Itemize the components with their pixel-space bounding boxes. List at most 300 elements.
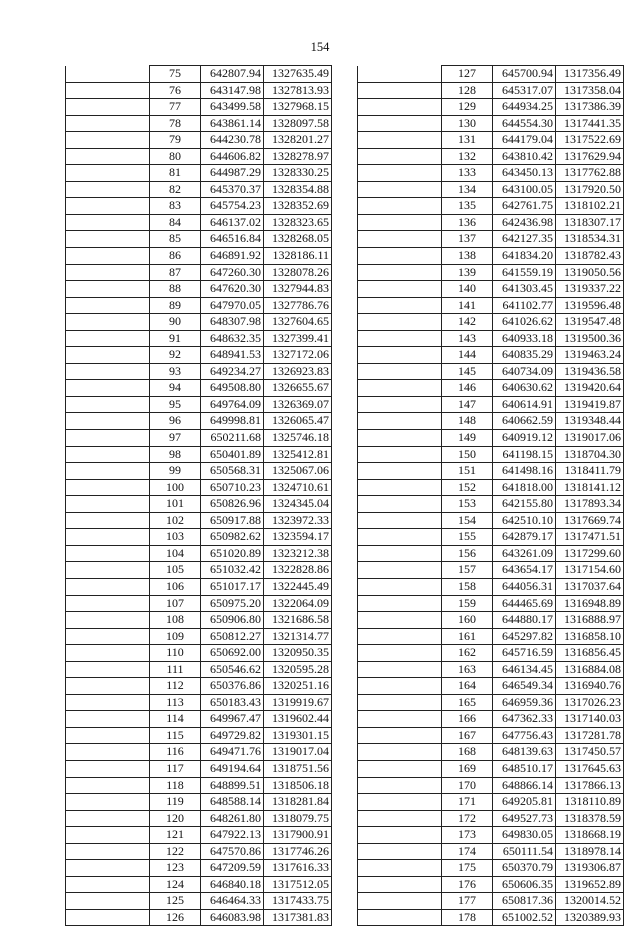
x-coordinate-cell: 647620.30 [201, 281, 264, 298]
point-number-cell: 178 [442, 909, 493, 926]
table-row [358, 115, 624, 132]
table-row [66, 82, 332, 99]
x-coordinate-cell: 644465.69 [493, 595, 556, 612]
point-number-cell: 126 [150, 909, 201, 926]
table-row [358, 99, 624, 116]
point-number-cell: 111 [150, 661, 201, 678]
x-coordinate-cell: 649764.09 [201, 396, 264, 413]
table-row [358, 760, 624, 777]
x-coordinate-cell: 650111.54 [493, 843, 556, 860]
point-number-cell: 158 [442, 578, 493, 595]
point-number-cell: 104 [150, 545, 201, 562]
y-coordinate-cell: 1318668.19 [556, 827, 624, 844]
table-row [358, 148, 624, 165]
y-coordinate-cell: 1319017.04 [264, 744, 332, 761]
x-coordinate-cell: 646840.18 [201, 876, 264, 893]
y-coordinate-cell: 1317866.13 [556, 777, 624, 794]
x-coordinate-cell: 641834.20 [493, 248, 556, 265]
x-coordinate-cell: 646464.33 [201, 893, 264, 910]
blank-cell [66, 214, 150, 231]
x-coordinate-cell: 649194.64 [201, 760, 264, 777]
point-number-cell: 116 [150, 744, 201, 761]
x-coordinate-cell: 642127.35 [493, 231, 556, 248]
y-coordinate-cell: 1328078.26 [264, 264, 332, 281]
x-coordinate-cell: 650817.36 [493, 893, 556, 910]
point-number-cell: 118 [150, 777, 201, 794]
blank-cell [358, 115, 442, 132]
table-row [66, 545, 332, 562]
x-coordinate-cell: 646959.36 [493, 694, 556, 711]
x-coordinate-cell: 651017.17 [201, 578, 264, 595]
point-number-cell: 124 [150, 876, 201, 893]
y-coordinate-cell: 1317386.39 [556, 99, 624, 116]
x-coordinate-cell: 650692.00 [201, 645, 264, 662]
x-coordinate-cell: 649967.47 [201, 711, 264, 728]
point-number-cell: 87 [150, 264, 201, 281]
point-number-cell: 136 [442, 214, 493, 231]
point-number-cell: 155 [442, 529, 493, 546]
blank-cell [358, 363, 442, 380]
point-number-cell: 122 [150, 843, 201, 860]
point-number-cell: 156 [442, 545, 493, 562]
x-coordinate-cell: 640835.29 [493, 347, 556, 364]
x-coordinate-cell: 647209.59 [201, 860, 264, 877]
x-coordinate-cell: 647922.13 [201, 827, 264, 844]
x-coordinate-cell: 650710.23 [201, 479, 264, 496]
point-number-cell: 114 [150, 711, 201, 728]
point-number-cell: 131 [442, 132, 493, 149]
x-coordinate-cell: 643261.09 [493, 545, 556, 562]
y-coordinate-cell: 1320014.52 [556, 893, 624, 910]
x-coordinate-cell: 650546.62 [201, 661, 264, 678]
x-coordinate-cell: 648510.17 [493, 760, 556, 777]
point-number-cell: 120 [150, 810, 201, 827]
x-coordinate-cell: 649508.80 [201, 380, 264, 397]
table-row [358, 82, 624, 99]
blank-cell [66, 198, 150, 215]
y-coordinate-cell: 1318411.79 [556, 463, 624, 480]
blank-cell [66, 711, 150, 728]
blank-cell [358, 876, 442, 893]
x-coordinate-cell: 650826.96 [201, 496, 264, 513]
x-coordinate-cell: 643499.58 [201, 99, 264, 116]
x-coordinate-cell: 650401.89 [201, 446, 264, 463]
point-number-cell: 171 [442, 794, 493, 811]
blank-cell [66, 744, 150, 761]
table-row [66, 496, 332, 513]
blank-cell [66, 661, 150, 678]
x-coordinate-cell: 644554.30 [493, 115, 556, 132]
y-coordinate-cell: 1323594.17 [264, 529, 332, 546]
x-coordinate-cell: 649527.73 [493, 810, 556, 827]
table-row [66, 612, 332, 629]
blank-cell [358, 248, 442, 265]
point-number-cell: 167 [442, 727, 493, 744]
point-number-cell: 168 [442, 744, 493, 761]
table-row [358, 876, 624, 893]
y-coordinate-cell: 1322445.49 [264, 578, 332, 595]
y-coordinate-cell: 1317616.33 [264, 860, 332, 877]
x-coordinate-cell: 645700.94 [493, 66, 556, 83]
y-coordinate-cell: 1321314.77 [264, 628, 332, 645]
x-coordinate-cell: 648588.14 [201, 794, 264, 811]
blank-cell [358, 181, 442, 198]
blank-cell [66, 694, 150, 711]
point-number-cell: 81 [150, 165, 201, 182]
table-row [358, 314, 624, 331]
table-row [66, 512, 332, 529]
blank-cell [358, 661, 442, 678]
blank-cell [66, 297, 150, 314]
blank-cell [66, 231, 150, 248]
blank-cell [66, 463, 150, 480]
point-number-cell: 92 [150, 347, 201, 364]
x-coordinate-cell: 645370.37 [201, 181, 264, 198]
y-coordinate-cell: 1317512.05 [264, 876, 332, 893]
table-row [66, 413, 332, 430]
x-coordinate-cell: 643861.14 [201, 115, 264, 132]
table-row [358, 645, 624, 662]
point-number-cell: 106 [150, 578, 201, 595]
y-coordinate-cell: 1316940.76 [556, 678, 624, 695]
table-row [66, 479, 332, 496]
x-coordinate-cell: 645716.59 [493, 645, 556, 662]
y-coordinate-cell: 1319463.24 [556, 347, 624, 364]
blank-cell [66, 330, 150, 347]
y-coordinate-cell: 1318102.21 [556, 198, 624, 215]
point-number-cell: 127 [442, 66, 493, 83]
x-coordinate-cell: 644606.82 [201, 148, 264, 165]
point-number-cell: 170 [442, 777, 493, 794]
point-number-cell: 150 [442, 446, 493, 463]
coordinate-table-left [65, 65, 332, 926]
y-coordinate-cell: 1318378.59 [556, 810, 624, 827]
point-number-cell: 113 [150, 694, 201, 711]
table-row [66, 165, 332, 182]
table-row [66, 794, 332, 811]
blank-cell [358, 314, 442, 331]
x-coordinate-cell: 651002.52 [493, 909, 556, 926]
y-coordinate-cell: 1320251.16 [264, 678, 332, 695]
blank-cell [66, 727, 150, 744]
point-number-cell: 159 [442, 595, 493, 612]
table-row [358, 578, 624, 595]
point-number-cell: 76 [150, 82, 201, 99]
table-row [358, 66, 624, 83]
point-number-cell: 101 [150, 496, 201, 513]
blank-cell [358, 678, 442, 695]
x-coordinate-cell: 647970.05 [201, 297, 264, 314]
table-row [358, 446, 624, 463]
x-coordinate-cell: 649234.27 [201, 363, 264, 380]
point-number-cell: 96 [150, 413, 201, 430]
x-coordinate-cell: 650606.35 [493, 876, 556, 893]
blank-cell [358, 760, 442, 777]
point-number-cell: 152 [442, 479, 493, 496]
table-row [358, 496, 624, 513]
y-coordinate-cell: 1325746.18 [264, 430, 332, 447]
table-row [66, 380, 332, 397]
table-row [66, 446, 332, 463]
blank-cell [358, 132, 442, 149]
table-row [358, 661, 624, 678]
x-coordinate-cell: 649205.81 [493, 794, 556, 811]
page-number: 154 [310, 40, 330, 54]
y-coordinate-cell: 1328097.58 [264, 115, 332, 132]
table-row [358, 810, 624, 827]
table-row [358, 727, 624, 744]
point-number-cell: 145 [442, 363, 493, 380]
table-row [358, 529, 624, 546]
blank-cell [66, 181, 150, 198]
blank-cell [66, 496, 150, 513]
point-number-cell: 82 [150, 181, 201, 198]
blank-cell [66, 99, 150, 116]
coordinate-table-right [357, 65, 624, 926]
point-number-cell: 90 [150, 314, 201, 331]
y-coordinate-cell: 1317522.69 [556, 132, 624, 149]
y-coordinate-cell: 1328330.25 [264, 165, 332, 182]
y-coordinate-cell: 1318978.14 [556, 843, 624, 860]
x-coordinate-cell: 648899.51 [201, 777, 264, 794]
x-coordinate-cell: 640662.59 [493, 413, 556, 430]
table-row [66, 297, 332, 314]
blank-cell [66, 645, 150, 662]
x-coordinate-cell: 648632.35 [201, 330, 264, 347]
table-row [66, 463, 332, 480]
point-number-cell: 98 [150, 446, 201, 463]
point-number-cell: 163 [442, 661, 493, 678]
x-coordinate-cell: 644987.29 [201, 165, 264, 182]
blank-cell [66, 165, 150, 182]
y-coordinate-cell: 1323212.38 [264, 545, 332, 562]
blank-cell [358, 413, 442, 430]
x-coordinate-cell: 642510.10 [493, 512, 556, 529]
y-coordinate-cell: 1318307.17 [556, 214, 624, 231]
y-coordinate-cell: 1317281.78 [556, 727, 624, 744]
table-row [66, 876, 332, 893]
blank-cell [66, 860, 150, 877]
x-coordinate-cell: 646516.84 [201, 231, 264, 248]
point-number-cell: 128 [442, 82, 493, 99]
y-coordinate-cell: 1319306.87 [556, 860, 624, 877]
y-coordinate-cell: 1317433.75 [264, 893, 332, 910]
point-number-cell: 149 [442, 430, 493, 447]
x-coordinate-cell: 646891.92 [201, 248, 264, 265]
y-coordinate-cell: 1321686.58 [264, 612, 332, 629]
y-coordinate-cell: 1322064.09 [264, 595, 332, 612]
point-number-cell: 95 [150, 396, 201, 413]
point-number-cell: 109 [150, 628, 201, 645]
point-number-cell: 141 [442, 297, 493, 314]
blank-cell [358, 231, 442, 248]
point-number-cell: 121 [150, 827, 201, 844]
table-row [358, 214, 624, 231]
table-row [66, 694, 332, 711]
y-coordinate-cell: 1319420.64 [556, 380, 624, 397]
y-coordinate-cell: 1324345.04 [264, 496, 332, 513]
x-coordinate-cell: 651032.42 [201, 562, 264, 579]
x-coordinate-cell: 643147.98 [201, 82, 264, 99]
point-number-cell: 89 [150, 297, 201, 314]
table-row [66, 231, 332, 248]
table-row [66, 760, 332, 777]
point-number-cell: 147 [442, 396, 493, 413]
table-row [66, 248, 332, 265]
point-number-cell: 132 [442, 148, 493, 165]
y-coordinate-cell: 1318751.56 [264, 760, 332, 777]
table-row [358, 181, 624, 198]
table-row [358, 330, 624, 347]
x-coordinate-cell: 642155.80 [493, 496, 556, 513]
blank-cell [358, 744, 442, 761]
y-coordinate-cell: 1323972.33 [264, 512, 332, 529]
table-row [358, 413, 624, 430]
point-number-cell: 77 [150, 99, 201, 116]
table-row [358, 843, 624, 860]
point-number-cell: 93 [150, 363, 201, 380]
blank-cell [358, 165, 442, 182]
blank-cell [358, 512, 442, 529]
blank-cell [358, 711, 442, 728]
table-row [66, 132, 332, 149]
y-coordinate-cell: 1328201.27 [264, 132, 332, 149]
x-coordinate-cell: 641102.77 [493, 297, 556, 314]
point-number-cell: 75 [150, 66, 201, 83]
x-coordinate-cell: 649830.05 [493, 827, 556, 844]
blank-cell [66, 430, 150, 447]
y-coordinate-cell: 1318782.43 [556, 248, 624, 265]
y-coordinate-cell: 1325067.06 [264, 463, 332, 480]
y-coordinate-cell: 1327944.83 [264, 281, 332, 298]
y-coordinate-cell: 1327399.41 [264, 330, 332, 347]
y-coordinate-cell: 1316856.45 [556, 645, 624, 662]
y-coordinate-cell: 1317381.83 [264, 909, 332, 926]
blank-cell [66, 893, 150, 910]
point-number-cell: 148 [442, 413, 493, 430]
point-number-cell: 162 [442, 645, 493, 662]
point-number-cell: 83 [150, 198, 201, 215]
x-coordinate-cell: 642436.98 [493, 214, 556, 231]
point-number-cell: 110 [150, 645, 201, 662]
point-number-cell: 115 [150, 727, 201, 744]
x-coordinate-cell: 644230.78 [201, 132, 264, 149]
x-coordinate-cell: 643450.13 [493, 165, 556, 182]
point-number-cell: 153 [442, 496, 493, 513]
blank-cell [66, 612, 150, 629]
point-number-cell: 177 [442, 893, 493, 910]
y-coordinate-cell: 1328323.65 [264, 214, 332, 231]
x-coordinate-cell: 646134.45 [493, 661, 556, 678]
point-number-cell: 134 [442, 181, 493, 198]
point-number-cell: 117 [150, 760, 201, 777]
blank-cell [66, 281, 150, 298]
table-row [66, 645, 332, 662]
blank-cell [358, 827, 442, 844]
y-coordinate-cell: 1316888.97 [556, 612, 624, 629]
x-coordinate-cell: 643100.05 [493, 181, 556, 198]
y-coordinate-cell: 1317893.34 [556, 496, 624, 513]
blank-cell [66, 909, 150, 926]
blank-cell [358, 645, 442, 662]
x-coordinate-cell: 646549.34 [493, 678, 556, 695]
y-coordinate-cell: 1319602.44 [264, 711, 332, 728]
y-coordinate-cell: 1326065.47 [264, 413, 332, 430]
blank-cell [66, 578, 150, 595]
table-row [358, 198, 624, 215]
x-coordinate-cell: 649729.82 [201, 727, 264, 744]
x-coordinate-cell: 640933.18 [493, 330, 556, 347]
table-row [358, 363, 624, 380]
y-coordinate-cell: 1318141.12 [556, 479, 624, 496]
point-number-cell: 160 [442, 612, 493, 629]
point-number-cell: 173 [442, 827, 493, 844]
table-row [66, 314, 332, 331]
blank-cell [358, 198, 442, 215]
blank-cell [66, 876, 150, 893]
x-coordinate-cell: 643654.17 [493, 562, 556, 579]
point-number-cell: 129 [442, 99, 493, 116]
point-number-cell: 157 [442, 562, 493, 579]
table-row [358, 694, 624, 711]
table-row [66, 727, 332, 744]
blank-cell [66, 446, 150, 463]
table-row [358, 893, 624, 910]
blank-cell [66, 115, 150, 132]
x-coordinate-cell: 641198.15 [493, 446, 556, 463]
blank-cell [358, 794, 442, 811]
table-row [358, 463, 624, 480]
x-coordinate-cell: 641026.62 [493, 314, 556, 331]
x-coordinate-cell: 648139.63 [493, 744, 556, 761]
x-coordinate-cell: 642761.75 [493, 198, 556, 215]
table-row [358, 678, 624, 695]
blank-cell [358, 99, 442, 116]
table-row [358, 281, 624, 298]
table-row [358, 545, 624, 562]
point-number-cell: 84 [150, 214, 201, 231]
y-coordinate-cell: 1320595.28 [264, 661, 332, 678]
x-coordinate-cell: 644056.31 [493, 578, 556, 595]
blank-cell [358, 860, 442, 877]
point-number-cell: 176 [442, 876, 493, 893]
y-coordinate-cell: 1316858.10 [556, 628, 624, 645]
point-number-cell: 137 [442, 231, 493, 248]
y-coordinate-cell: 1319301.15 [264, 727, 332, 744]
y-coordinate-cell: 1327172.06 [264, 347, 332, 364]
blank-cell [66, 479, 150, 496]
table-row [358, 744, 624, 761]
table-row [66, 893, 332, 910]
point-number-cell: 143 [442, 330, 493, 347]
table-row [66, 363, 332, 380]
y-coordinate-cell: 1319652.89 [556, 876, 624, 893]
y-coordinate-cell: 1317356.49 [556, 66, 624, 83]
blank-cell [66, 380, 150, 397]
y-coordinate-cell: 1319547.48 [556, 314, 624, 331]
y-coordinate-cell: 1319596.48 [556, 297, 624, 314]
point-number-cell: 94 [150, 380, 201, 397]
point-number-cell: 88 [150, 281, 201, 298]
coordinate-table-left-body [66, 66, 332, 926]
y-coordinate-cell: 1318534.31 [556, 231, 624, 248]
blank-cell [66, 827, 150, 844]
blank-cell [358, 893, 442, 910]
y-coordinate-cell: 1327786.76 [264, 297, 332, 314]
table-row [358, 562, 624, 579]
blank-cell [66, 678, 150, 695]
table-row [358, 711, 624, 728]
